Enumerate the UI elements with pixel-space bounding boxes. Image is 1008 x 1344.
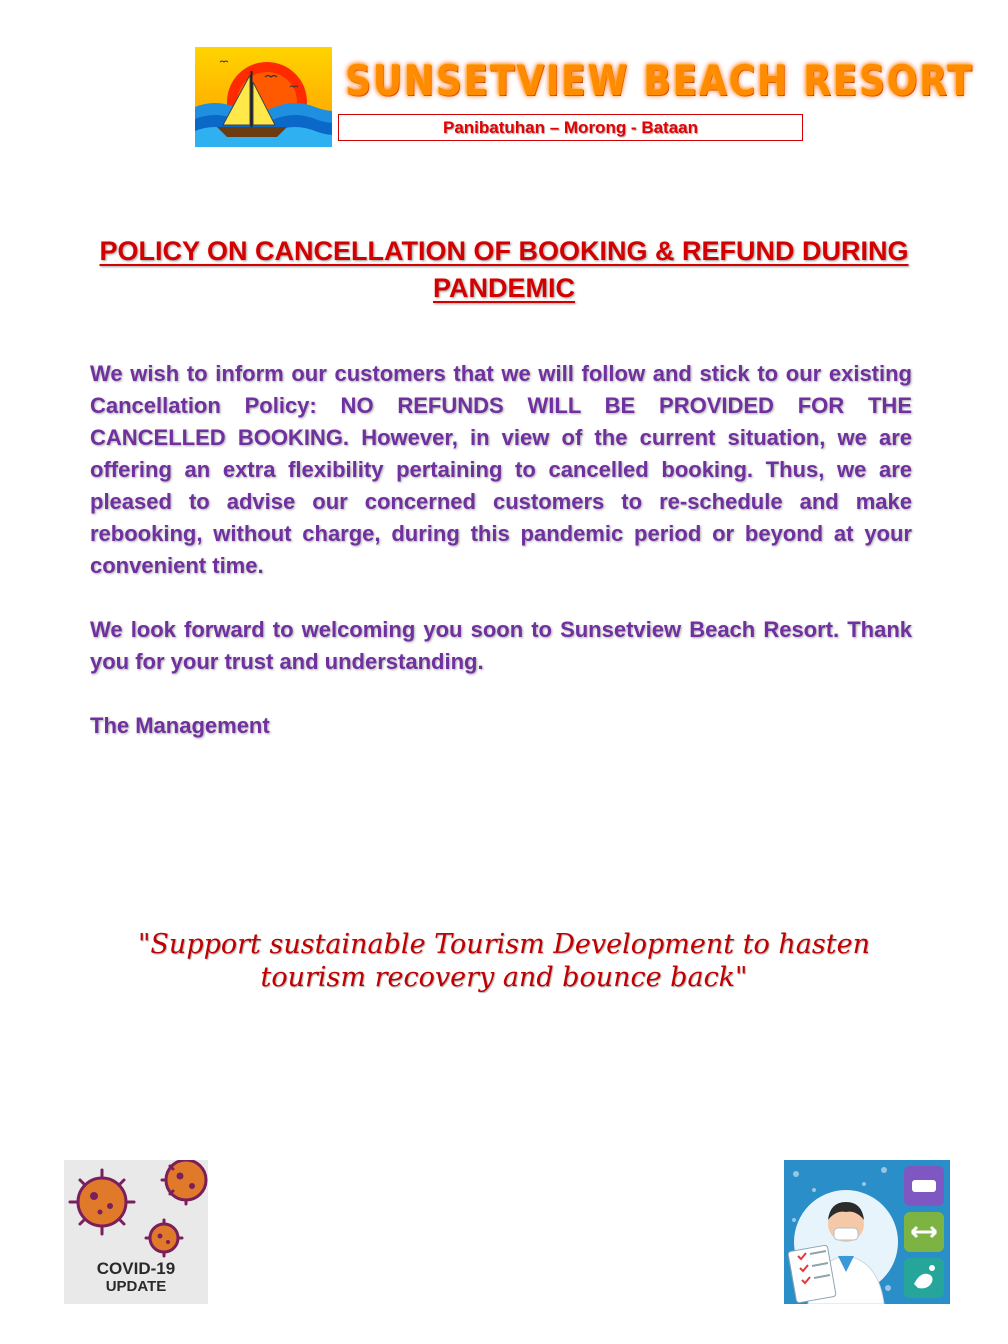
slogan: "Support sustainable Tourism Development to hasten tourism recovery and bounce back"	[138, 929, 870, 993]
covid-update-badge	[64, 1160, 208, 1304]
closing-paragraph: We look forward to welcoming you soon to Sunsetview Beach Resort. Thank you for your trust and understanding.	[90, 617, 912, 674]
hand-wash-icon	[904, 1258, 944, 1298]
social-distancing-icon	[904, 1212, 944, 1252]
sunset-sailboat-logo-icon	[195, 47, 332, 147]
resort-name: SUNSETVIEW BEACH RESORT	[345, 56, 974, 105]
resort-location: Panibatuhan – Morong - Bataan	[338, 114, 803, 141]
covid-label: COVID-19	[96, 1259, 176, 1278]
policy-body	[90, 358, 912, 742]
health-protocol-graphic	[784, 1160, 950, 1304]
policy-paragraph: We wish to inform our customers that we will follow and stick to our existing Cancellation Policy: NO REFUNDS WILL BE PROVIDED FOR THE CANCELLED BOOKING. However, in view of the current situation, we are offering an extra flexibility pertaining to cancelled booking. Thus, we are pleased to advise our concerned customers to re-schedule and make rebooking, without charge, during this pandemic period or beyond at your convenient time.	[90, 361, 912, 578]
policy-title: POLICY ON CANCELLATION OF BOOKING & REFUND DURING PANDEMIC	[99, 236, 909, 303]
covid-update-caption	[64, 1260, 208, 1296]
virus-icon	[64, 1160, 208, 1260]
update-label: UPDATE	[105, 1278, 167, 1295]
face-mask-icon	[904, 1166, 944, 1206]
signature: The Management	[90, 713, 270, 738]
